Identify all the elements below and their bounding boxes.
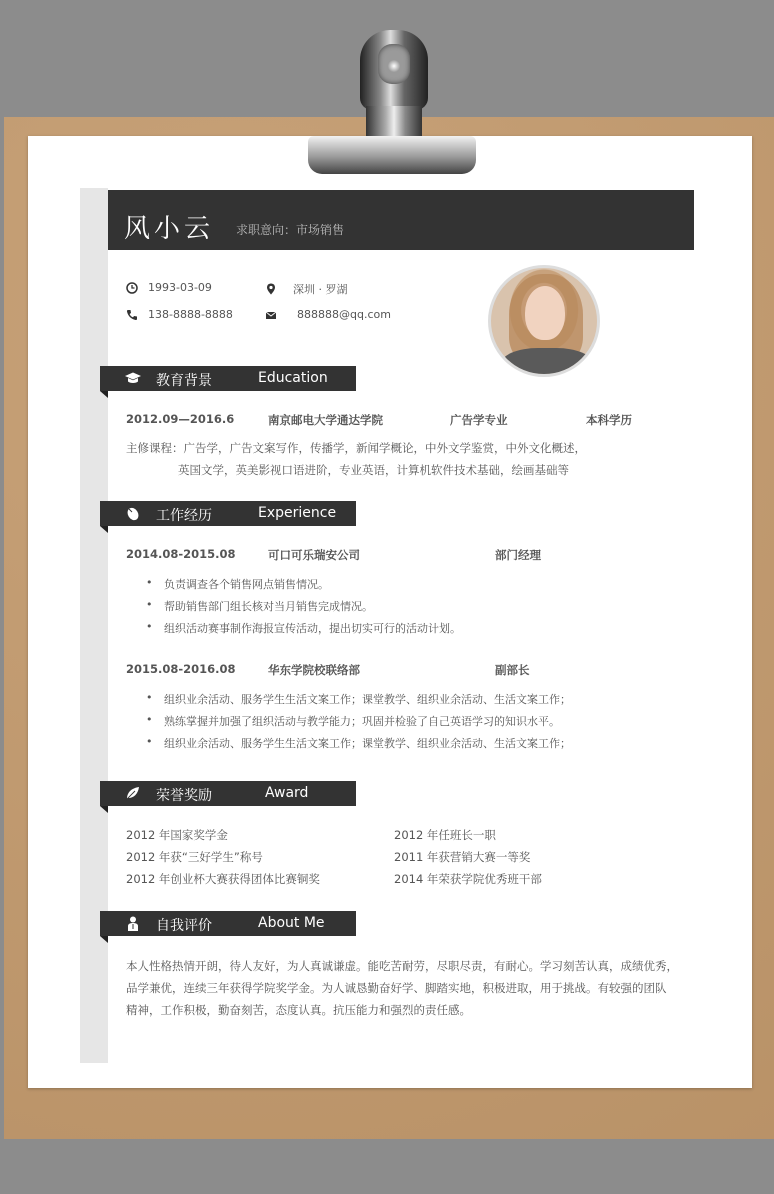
edu-period: 2012.09—2016.6 bbox=[126, 412, 235, 426]
contact-email bbox=[265, 308, 391, 321]
job-2-duty: • 组织业余活动、服务学生生活文案工作；课堂教学、组织业余活动、生活文案工作； bbox=[164, 691, 571, 707]
section-header-award bbox=[100, 781, 356, 806]
job-objective: 求职意向：市场销售 bbox=[236, 223, 345, 237]
mail-icon bbox=[265, 309, 277, 321]
award-item: 2012 年获“三好学生”称号 bbox=[126, 850, 263, 864]
edu-school: 南京邮电大学通达学院 bbox=[268, 413, 383, 427]
section-title-en: Award bbox=[265, 785, 309, 801]
about-line: 精神，工作积极，勤奋刻苦，态度认真。抗压能力和强烈的责任感。 bbox=[126, 1003, 471, 1017]
section-title-en: Experience bbox=[258, 505, 337, 521]
job-1-duty: • 帮助销售部门组长核对当月销售完成情况。 bbox=[164, 598, 373, 614]
person-icon bbox=[124, 916, 142, 931]
award-item: 2012 年国家奖学金 bbox=[126, 828, 228, 842]
job-2-duty: • 熟练掌握并加强了组织活动与教学能力；巩固并检验了自己英语学习的知识水平。 bbox=[164, 713, 560, 729]
job-2-duty: • 组织业余活动、服务学生生活文案工作；课堂教学、组织业余活动、生活文案工作； bbox=[164, 735, 571, 751]
edu-courses-line-1: 主修课程：广告学，广告文案写作，传播学，新闻学概论，中外文学鉴赏，中外文化概述， bbox=[126, 441, 586, 455]
section-title-cn: 工作经历 bbox=[156, 508, 212, 524]
job-1-period: 2014.08-2015.08 bbox=[126, 547, 236, 561]
profile-photo bbox=[488, 265, 600, 377]
job-1-role: 部门经理 bbox=[495, 548, 541, 562]
edu-major: 广告学专业 bbox=[450, 413, 508, 427]
section-title-en: About Me bbox=[258, 915, 325, 931]
job-2-role: 副部长 bbox=[495, 663, 530, 677]
section-title-cn: 教育背景 bbox=[156, 373, 212, 389]
graduation-cap-icon bbox=[124, 371, 142, 386]
location: 深圳 · 罗湖 bbox=[293, 283, 348, 296]
phone-icon bbox=[126, 309, 138, 321]
email: 888888@qq.com bbox=[297, 308, 391, 321]
job-1-duty: • 组织活动赛事制作海报宣传活动，提出切实可行的活动计划。 bbox=[164, 620, 461, 636]
section-title-cn: 自我评价 bbox=[156, 918, 212, 934]
leaf-icon bbox=[124, 786, 142, 801]
edu-degree: 本科学历 bbox=[586, 413, 632, 427]
job-2-period: 2015.08-2016.08 bbox=[126, 662, 236, 676]
award-item: 2014 年荣获学院优秀班干部 bbox=[394, 872, 542, 886]
contact-location bbox=[265, 281, 348, 297]
job-2-company: 华东学院校联络部 bbox=[268, 663, 360, 677]
phone-number: 138-8888-8888 bbox=[148, 308, 233, 321]
about-line: 本人性格热情开朗，待人友好，为人真诚谦虚。能吃苦耐劳，尽职尽责，有耐心。学习刻苦认真，成绩优秀， bbox=[126, 959, 678, 973]
section-title-cn: 荣誉奖励 bbox=[156, 788, 212, 804]
award-item: 2011 年获营销大赛一等奖 bbox=[394, 850, 531, 864]
about-line: 品学兼优，连续三年获得学院奖学金。为人诚恳勤奋好学、脚踏实地，积极进取，用于挑战。有较强的团队 bbox=[126, 981, 667, 995]
contact-birth bbox=[126, 281, 212, 294]
section-header-experience bbox=[100, 501, 356, 526]
mouse-icon bbox=[124, 506, 142, 521]
contact-phone bbox=[126, 308, 233, 321]
clock-icon bbox=[126, 282, 138, 294]
award-item: 2012 年任班长一职 bbox=[394, 828, 496, 842]
candidate-name: 风小云 bbox=[124, 214, 215, 244]
section-header-education bbox=[100, 366, 356, 391]
location-pin-icon bbox=[265, 283, 277, 295]
edu-courses-line-2: 英国文学，英美影视口语进阶，专业英语，计算机软件技术基础，绘画基础等 bbox=[178, 463, 569, 477]
job-1-company: 可口可乐瑞安公司 bbox=[268, 548, 360, 562]
job-1-duty: • 负责调查各个销售网点销售情况。 bbox=[164, 576, 329, 592]
section-header-about bbox=[100, 911, 356, 936]
award-item: 2012 年创业杯大赛获得团体比赛铜奖 bbox=[126, 872, 320, 886]
binder-clip bbox=[304, 28, 476, 176]
birth-date: 1993-03-09 bbox=[148, 281, 212, 294]
section-title-en: Education bbox=[258, 370, 328, 386]
resume-paper bbox=[28, 136, 752, 1088]
